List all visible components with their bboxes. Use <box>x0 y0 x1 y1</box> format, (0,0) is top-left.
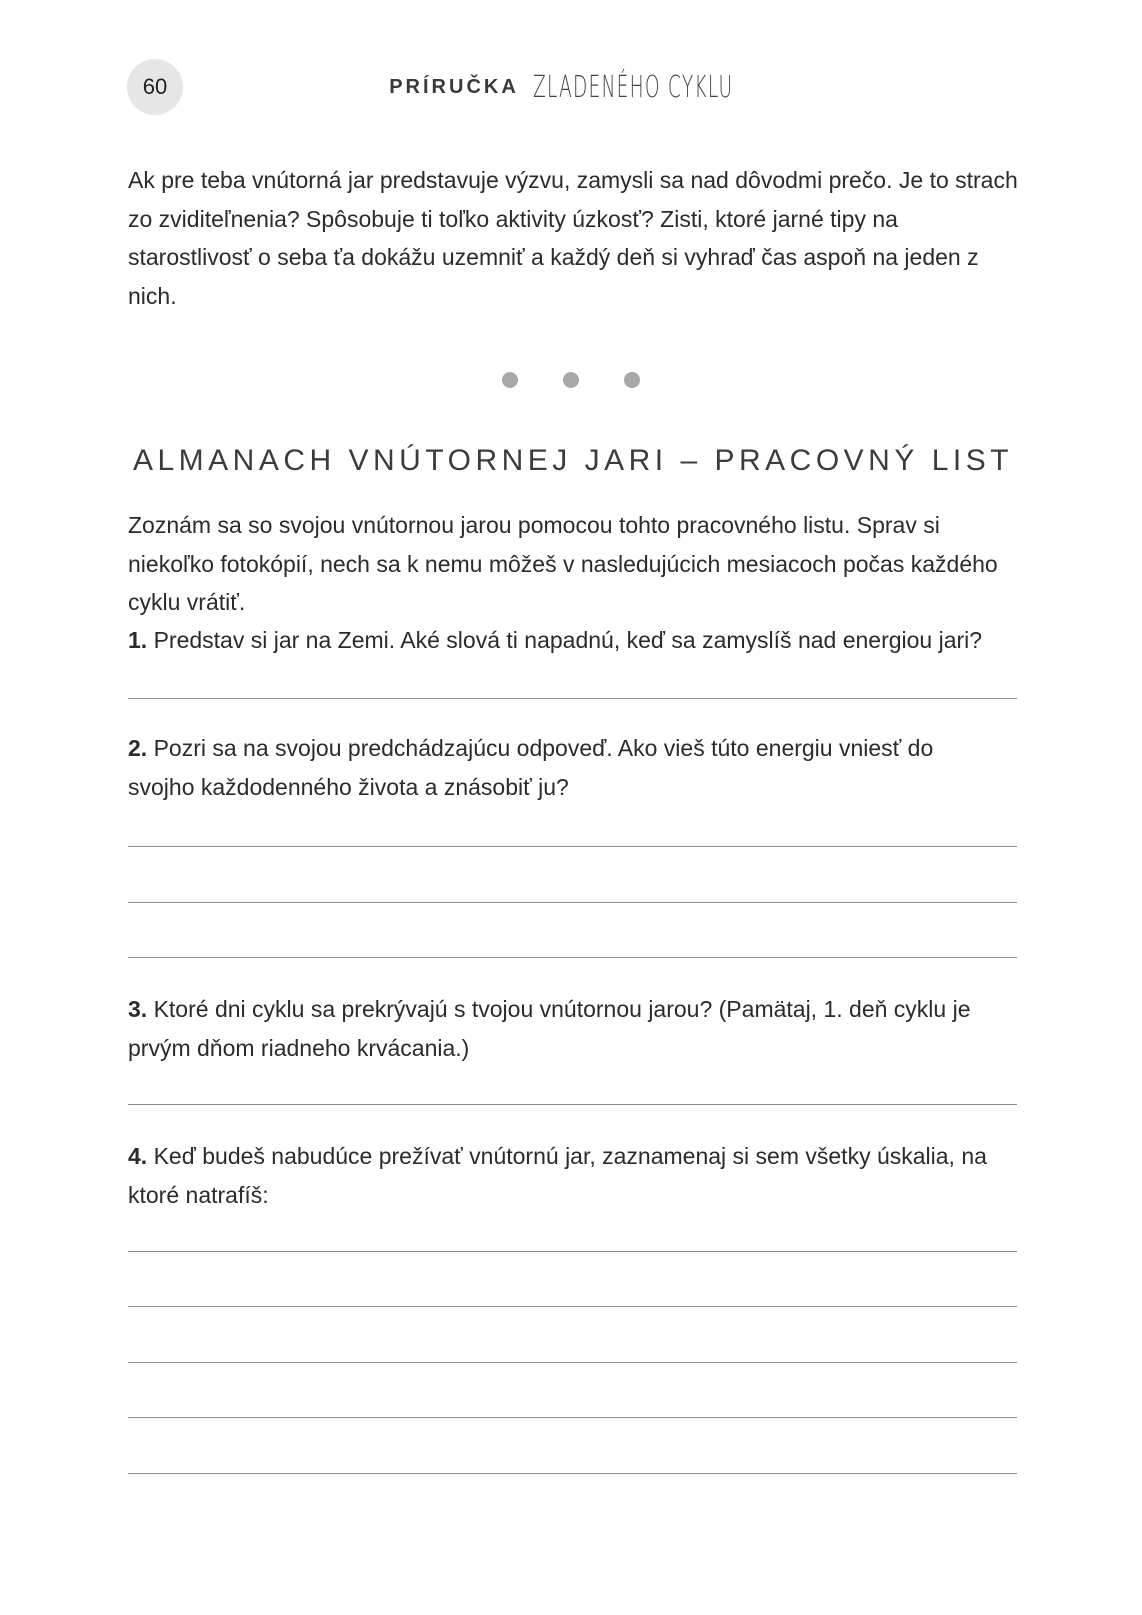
header-title-part1: PRÍRUČKA <box>389 76 519 98</box>
running-header <box>0 70 1142 105</box>
answer-line-q2[interactable] <box>128 957 1017 958</box>
question-number: 3. <box>128 996 148 1022</box>
answer-line-q4[interactable] <box>128 1417 1017 1418</box>
answer-line-q2[interactable] <box>128 902 1017 903</box>
worksheet-intro: Zoznám sa so svojou vnútornou jarou pomocou tohto pracovného listu. Sprav si niekoľko fotokópií, nech sa k nemu môžeš v nasledujúcich mesiacoch počas každého cyklu vrátiť. <box>128 512 998 615</box>
answer-line-q1[interactable] <box>128 698 1017 699</box>
question-text: Pozri sa na svojou predchádzajúcu odpoveď. Ako vieš túto energiu vniesť do svojho každodenného života a znásobiť ju? <box>128 735 934 800</box>
answer-line-q3[interactable] <box>128 1104 1017 1105</box>
answer-line-q4[interactable] <box>128 1473 1017 1474</box>
question-number: 4. <box>128 1143 148 1169</box>
answer-line-q2[interactable] <box>128 846 1017 847</box>
divider-dot <box>624 372 640 388</box>
question-text: Keď budeš nabudúce prežívať vnútornú jar, zaznamenaj si sem všetky úskalia, na ktoré natrafíš: <box>128 1143 987 1208</box>
question-4 <box>128 1137 1018 1214</box>
question-number: 2. <box>128 735 148 761</box>
question-text: Predstav si jar na Zemi. Aké slová ti napadnú, keď sa zamyslíš nad energiou jari? <box>153 627 983 653</box>
question-3 <box>128 990 1018 1067</box>
question-text: Ktoré dni cyklu sa prekrývajú s tvojou vnútornou jarou? (Pamätaj, 1. deň cyklu je prvým dňom riadneho krvácania.) <box>128 996 971 1061</box>
intro-paragraph: Ak pre teba vnútorná jar predstavuje výzvu, zamysli sa nad dôvodmi prečo. Je to strach zo zviditeľnenia? Spôsobuje ti toľko aktivity úzkosť? Zisti, ktoré jarné tipy na starostlivosť o seba ťa dokážu uzemniť a každý deň si vyhraď čas aspoň na jeden z nich. <box>128 167 1018 309</box>
question-1 <box>128 621 1018 660</box>
divider-dot <box>502 372 518 388</box>
answer-line-q4[interactable] <box>128 1251 1017 1252</box>
header-title-part2: ZLADENÉHO CYKLU <box>532 70 734 105</box>
answer-line-q4[interactable] <box>128 1362 1017 1363</box>
question-2 <box>128 729 958 806</box>
page-number-text: 60 <box>142 74 168 99</box>
section-heading: ALMANACH VNÚTORNEJ JARI – PRACOVNÝ LIST <box>132 444 1014 477</box>
dots-divider <box>0 372 1142 388</box>
question-number: 1. <box>128 627 148 653</box>
divider-dot <box>563 372 579 388</box>
answer-line-q4[interactable] <box>128 1306 1017 1307</box>
